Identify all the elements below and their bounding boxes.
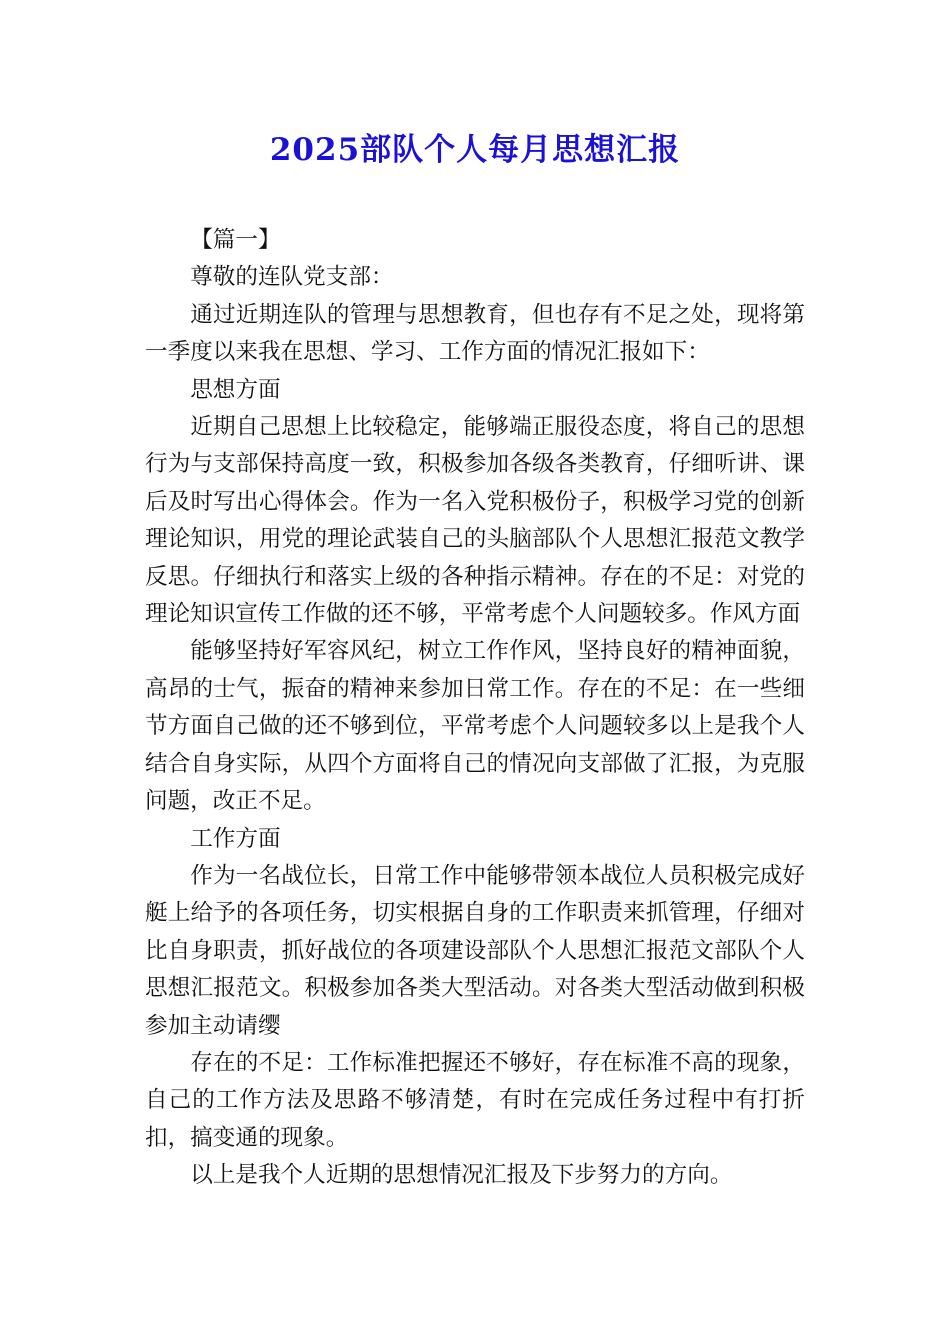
style-paragraph: 能够坚持好军容风纪，树立工作作风，坚持良好的精神面貌，高昂的士气，振奋的精神来参加日常工作。存在的不足：在一些细节方面自己做的还不够到位，平常考虑个人问题较多以上是我个人结合自身实际，从四个方面将自己的情况向支部做了汇报，为克服问题，改正不足。 (145, 638, 805, 815)
document-title: 2025部队个人每月思想汇报 (269, 132, 681, 168)
thought-paragraph: 近期自己思想上比较稳定，能够端正服役态度，将自己的思想行为与支部保持高度一致，积极参加各级各类教育，仔细听讲、课后及时写出心得体会。作为一名入党积极份子，积极学习党的创新理论知识，用党的理论武装自己的头脑部队个人思想汇报范文教学反思。仔细执行和落实上级的各种指示精神。存在的不足：对党的理论知识宣传工作做的还不够，平常考虑个人问题较多。作风方面 (145, 414, 805, 628)
closing-paragraph: 以上是我个人近期的思想情况汇报及下步努力的方向。 (190, 1162, 733, 1189)
salutation: 尊敬的连队党支部： (190, 264, 394, 291)
subheading-thought: 思想方面 (190, 376, 281, 403)
subheading-work: 工作方面 (190, 825, 281, 852)
intro-paragraph: 通过近期连队的管理与思想教育，但也存有不足之处，现将第一季度以来我在思想、学习、工作方面的情况汇报如下： (145, 301, 805, 366)
section-heading-part-one: 【篇一】 (190, 227, 281, 253)
document-body (145, 222, 805, 1195)
shortcomings-paragraph: 存在的不足：工作标准把握还不够好，存在标准不高的现象，自己的工作方法及思路不够清楚，有时在完成任务过程中有打折扣，搞变通的现象。 (145, 1049, 805, 1151)
work-paragraph: 作为一名战位长，日常工作中能够带领本战位人员积极完成好艇上给予的各项任务，切实根据自身的工作职责来抓管理，仔细对比自身职责，抓好战位的各项建设部队个人思想汇报范文部队个人思想汇报范文。积极参加各类大型活动。对各类大型活动做到积极参加主动请缨 (145, 862, 805, 1039)
